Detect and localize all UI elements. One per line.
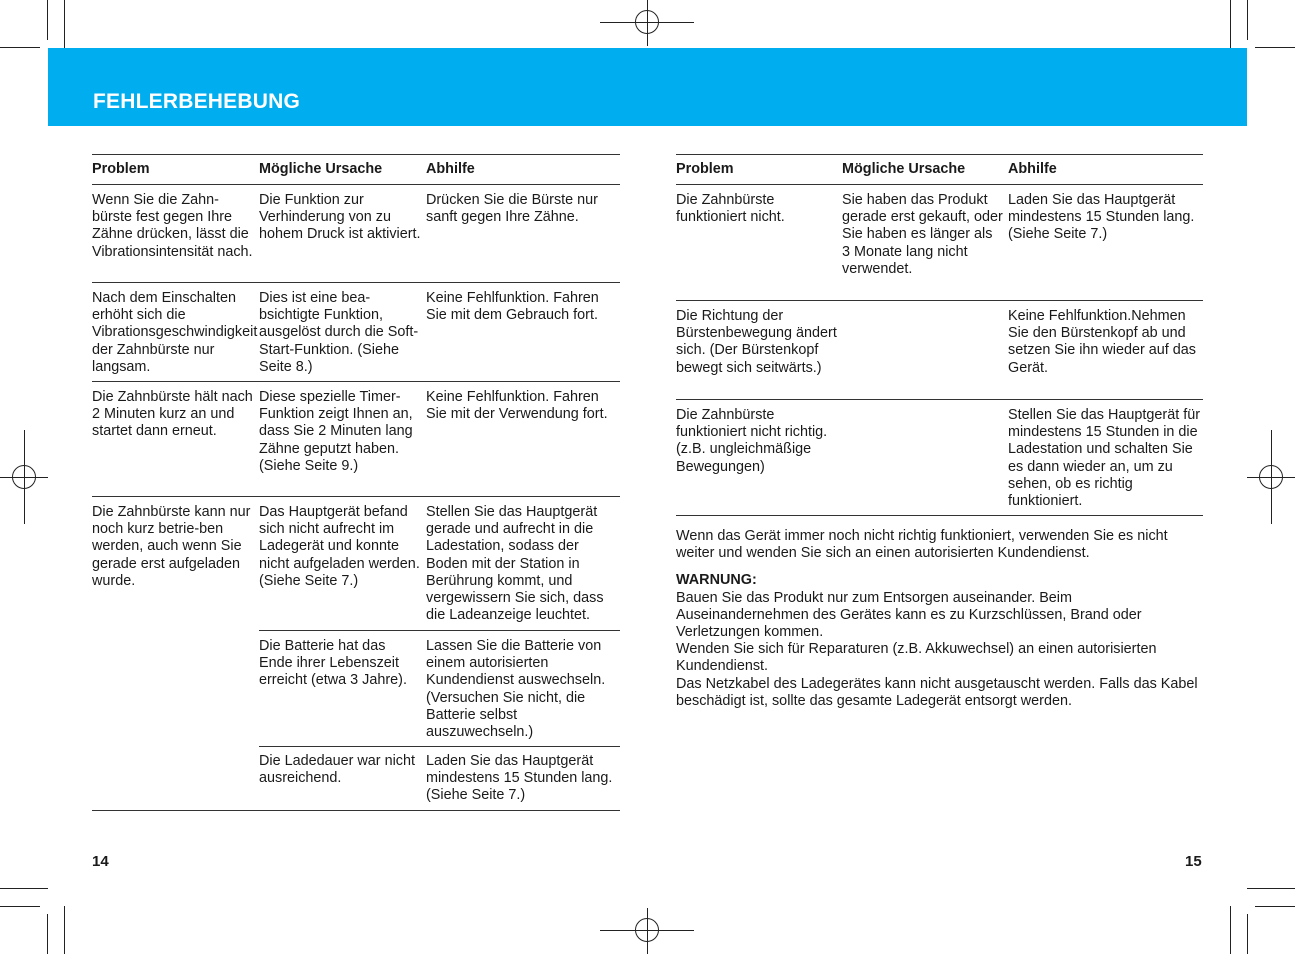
- table-row: [92, 382, 620, 497]
- remedy-cell: Stellen Sie das Hauptgerät für mindestens 15 Stunden in die Ladestation und schalten Sie es dann wieder an, um zu sehen, ob es richtig funktioniert.: [1008, 407, 1200, 510]
- table-subrow: [259, 630, 620, 746]
- table-row: [92, 185, 620, 283]
- page-number-left: 14: [92, 853, 109, 870]
- header-cause: Mögliche Ursache: [842, 161, 966, 177]
- table-row: [676, 400, 1203, 516]
- warning-text: Wenden Sie sich für Reparaturen (z.B. Akkuwechsel) an einen autorisierten Kundendienst.: [676, 641, 1157, 675]
- crop-mark: [64, 906, 65, 954]
- cause-cell: Die Batterie hat das Ende ihrer Lebenszeit erreicht (etwa 3 Jahre).: [259, 638, 407, 689]
- problem-cell: Die Richtung der Bürstenbewegung ändert sich. (Der Bürstenkopf bewegt sich seitwärts.): [676, 308, 837, 376]
- problem-cell: Die Zahnbürste funktioniert nicht.: [676, 192, 785, 226]
- table-row: [676, 301, 1203, 400]
- registration-circle: [1259, 465, 1283, 489]
- table-header: [676, 154, 1203, 185]
- cause-cell: Das Hauptgerät befand sich nicht aufrecht im Ladegerät und konnte nicht aufgeladen werden. (Siehe Seite 7.): [259, 504, 420, 589]
- problem-cell: Die Zahnbürste funktioniert nicht richtig. (z.B. ungleichmäßige Bewegungen): [676, 407, 828, 475]
- crop-mark: [47, 0, 48, 40]
- crop-mark: [64, 0, 65, 48]
- header-cause: Mögliche Ursache: [259, 161, 383, 177]
- table-header: [92, 154, 620, 185]
- header-banner: [48, 48, 1247, 126]
- crop-mark: [1255, 47, 1295, 48]
- registration-circle: [635, 918, 659, 942]
- crop-mark: [1247, 0, 1248, 40]
- header-problem: Problem: [676, 161, 734, 177]
- page-number-right: 15: [1185, 853, 1202, 870]
- problem-cell: Wenn Sie die Zahn-bürste fest gegen Ihre Zähne drücken, lässt die Vibrationsintensität nach.: [92, 192, 253, 260]
- page-title: FEHLERBEHEBUNG: [93, 90, 300, 113]
- warning-text: Bauen Sie das Produkt nur zum Entsorgen auseinander. Beim Auseinandernehmen des Gerätes kann es zu Kurzschlüssen, Brand oder Verletzungen kommen.: [676, 589, 1142, 641]
- table-subrow: [259, 497, 620, 630]
- problem-cell: Die Zahnbürste hält nach 2 Minuten kurz an und startet dann erneut.: [92, 389, 253, 440]
- crop-mark: [0, 906, 40, 907]
- remedy-cell: Drücken Sie die Bürste nur sanft gegen Ihre Zähne.: [426, 192, 598, 226]
- problem-cell: Die Zahnbürste kann nur noch kurz betrie-ben werden, auch wenn Sie gerade erst aufgeladen wurde.: [92, 504, 251, 589]
- remedy-cell: Laden Sie das Hauptgerät mindestens 15 Stunden lang. (Siehe Seite 7.): [1008, 192, 1195, 243]
- header-problem: Problem: [92, 161, 150, 177]
- remedy-cell: Keine Fehlfunktion.Nehmen Sie den Bürstenkopf ab und setzen Sie ihn wieder auf das Gerät.: [1008, 308, 1196, 376]
- cause-cell: Diese spezielle Timer-Funktion zeigt Ihnen an, dass Sie 2 Minuten lang Zähne geputzt haben. (Siehe Seite 9.): [259, 389, 413, 474]
- remedy-cell: Laden Sie das Hauptgerät mindestens 15 Stunden lang. (Siehe Seite 7.): [426, 753, 613, 804]
- registration-circle: [12, 465, 36, 489]
- problem-cell: Nach dem Einschalten erhöht sich die Vibrationsgeschwindigkeit der Zahnbürste nur langsam.: [92, 290, 258, 375]
- table-subrow: [259, 746, 620, 810]
- warning-title: WARNUNG:: [676, 572, 757, 589]
- cause-cell: [842, 308, 1008, 399]
- crop-mark: [1230, 0, 1231, 48]
- troubleshooting-table-right: [676, 154, 1203, 516]
- crop-mark: [1255, 906, 1295, 907]
- table-row: [92, 283, 620, 382]
- cause-cell: Dies ist eine bea-bsichtigte Funktion, ausgelöst durch die Soft-Start-Funktion. (Siehe Seite 8.): [259, 290, 419, 375]
- cause-cell: Die Funktion zur Verhinderung von zu hohem Druck ist aktiviert.: [259, 192, 421, 243]
- service-note: Wenn das Gerät immer noch nicht richtig funktioniert, verwenden Sie es nicht weiter und wenden Sie sich an einen autorisierten Kundendienst.: [676, 528, 1168, 562]
- crop-mark: [0, 888, 48, 889]
- header-remedy: Abhilfe: [1008, 161, 1057, 177]
- crop-mark: [1230, 906, 1231, 954]
- notes-section: [676, 528, 1203, 710]
- crop-mark: [47, 914, 48, 954]
- warning-text: Das Netzkabel des Ladegerätes kann nicht ausgetauscht werden. Falls das Kabel beschädigt ist, sollte das gesamte Ladegerät entsorgt werden.: [676, 675, 1198, 709]
- troubleshooting-table-left: [92, 154, 620, 811]
- table-row: [92, 497, 620, 811]
- remedy-cell: Stellen Sie das Hauptgerät gerade und aufrecht in die Ladestation, sodass der Boden mit der Station in Berührung kommt, und vergewissern Sie sich, dass die Ladeanzeige leuchtet.: [426, 504, 604, 624]
- table-row: [676, 185, 1203, 301]
- remedy-cell: Keine Fehlfunktion. Fahren Sie mit dem Gebrauch fort.: [426, 290, 599, 324]
- crop-mark: [1247, 914, 1248, 954]
- registration-circle: [635, 10, 659, 34]
- cause-cell: Sie haben das Produkt gerade erst gekauft, oder Sie haben es länger als 3 Monate lang nicht verwendet.: [842, 192, 1003, 277]
- cause-cell: Die Ladedauer war nicht ausreichend.: [259, 753, 415, 787]
- crop-mark: [0, 47, 40, 48]
- header-remedy: Abhilfe: [426, 161, 475, 177]
- cause-cell: [842, 407, 1008, 515]
- crop-mark: [1247, 888, 1295, 889]
- remedy-cell: Lassen Sie die Batterie von einem autorisierten Kundendienst auswechseln. (Versuchen Sie nicht, die Batterie selbst auszuwechseln.): [426, 638, 606, 741]
- remedy-cell: Keine Fehlfunktion. Fahren Sie mit der Verwendung fort.: [426, 389, 608, 423]
